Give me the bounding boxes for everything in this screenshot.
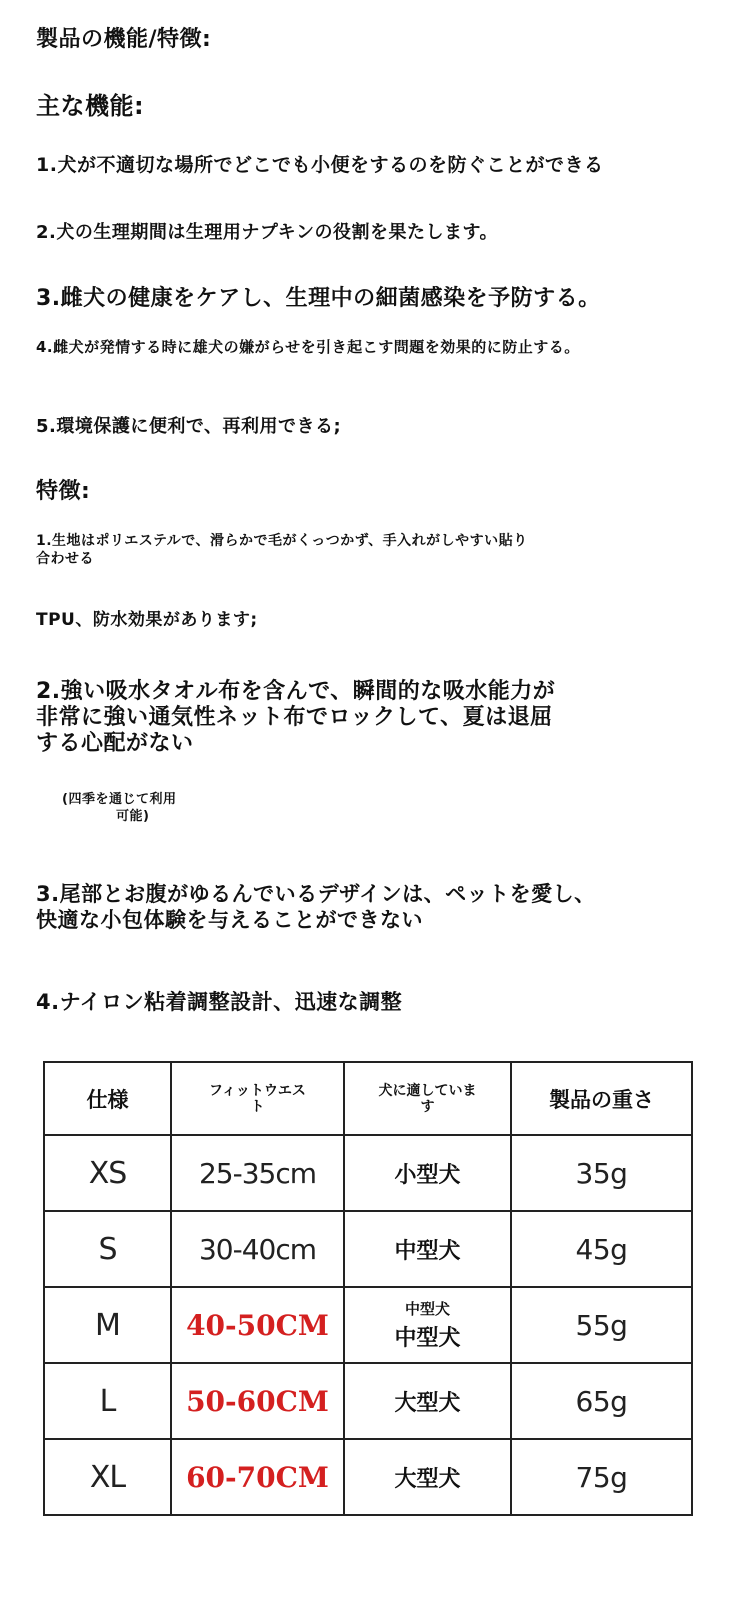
size-cell: S xyxy=(44,1211,171,1287)
waist-cell: 40-50CM xyxy=(171,1287,344,1363)
dog-cell-label: 中型犬 xyxy=(394,1326,461,1351)
dog-cell: 中型犬 xyxy=(344,1211,511,1287)
header-waist xyxy=(171,1062,344,1135)
header-dog-line-2: す xyxy=(420,1098,435,1115)
waist-cell: 25-35cm xyxy=(171,1135,344,1211)
function-item-5: 5.環境保護に便利で、再利用できる; xyxy=(36,416,342,437)
header-dog xyxy=(344,1062,511,1135)
weight-cell: 35g xyxy=(511,1135,692,1211)
table-header-row xyxy=(44,1062,692,1135)
feature-item-3-line-1: 3.尾部とお腹がゆるんでいるデザインは、ペットを愛し、 xyxy=(36,882,596,906)
waist-cell: 60-70CM xyxy=(171,1439,344,1515)
size-table xyxy=(43,1061,693,1516)
feature-item-1-line-1: 1.生地はポリエステルで、滑らかで毛がくっつかず、手入れがしやすい貼り xyxy=(36,533,528,549)
feature-item-2-line-1: 2.強い吸水タオル布を含んで、瞬間的な吸水能力が xyxy=(36,679,556,704)
dog-cell: 大型犬 xyxy=(344,1363,511,1439)
weight-cell: 65g xyxy=(511,1363,692,1439)
feature-item-2-note-line-1: (四季を通じて利用 xyxy=(62,792,177,807)
dog-cell xyxy=(344,1287,511,1363)
size-cell: XL xyxy=(44,1439,171,1515)
header-waist-line-2: ト xyxy=(250,1098,265,1115)
function-item-4: 4.雌犬が発情する時に雄犬の嫌がらせを引き起こす問題を効果的に防止する。 xyxy=(36,338,580,356)
functions-title: 主な機能: xyxy=(36,92,145,120)
feature-item-1-extra: TPU、防水効果があります; xyxy=(36,610,258,630)
table-row xyxy=(44,1439,692,1515)
feature-item-2-line-3: する心配がない xyxy=(36,731,194,756)
feature-item-4: 4.ナイロン粘着調整設計、迅速な調整 xyxy=(36,990,403,1014)
dog-cell-sub-label: 中型犬 xyxy=(404,1300,450,1318)
header-dog-line-1: 犬に適していま xyxy=(378,1082,477,1099)
header-size-label: 仕様 xyxy=(86,1087,129,1112)
function-item-2: 2.犬の生理期間は生理用ナプキンの役割を果たします。 xyxy=(36,222,499,243)
size-cell: L xyxy=(44,1363,171,1439)
feature-item-3-line-2: 快適な小包体験を与えることができない xyxy=(36,908,423,932)
feature-item-2-note-line-2: 可能) xyxy=(116,809,150,824)
function-item-3: 3.雌犬の健康をケアし、生理中の細菌感染を予防する。 xyxy=(36,286,601,311)
weight-cell: 45g xyxy=(511,1211,692,1287)
header-weight-label: 製品の重さ xyxy=(549,1087,654,1112)
dog-cell: 小型犬 xyxy=(344,1135,511,1211)
feature-item-2-line-2: 非常に強い通気性ネット布でロックして、夏は退屈 xyxy=(36,705,553,730)
weight-cell: 75g xyxy=(511,1439,692,1515)
table-row xyxy=(44,1135,692,1211)
waist-cell: 50-60CM xyxy=(171,1363,344,1439)
feature-item-1-line-2: 合わせる xyxy=(36,551,94,567)
features-title: 特徴: xyxy=(36,479,91,504)
function-item-1: 1.犬が不適切な場所でどこでも小便をするのを防ぐことができる xyxy=(36,154,604,176)
waist-cell: 30-40cm xyxy=(171,1211,344,1287)
page-heading: 製品の機能/特徴: xyxy=(36,27,212,52)
weight-cell: 55g xyxy=(511,1287,692,1363)
header-weight xyxy=(511,1062,692,1135)
table-row xyxy=(44,1211,692,1287)
size-cell: XS xyxy=(44,1135,171,1211)
header-waist-line-1: フィットウエス xyxy=(209,1082,306,1099)
table-row xyxy=(44,1287,692,1363)
size-cell: M xyxy=(44,1287,171,1363)
header-size xyxy=(44,1062,171,1135)
dog-cell: 大型犬 xyxy=(344,1439,511,1515)
table-row xyxy=(44,1363,692,1439)
